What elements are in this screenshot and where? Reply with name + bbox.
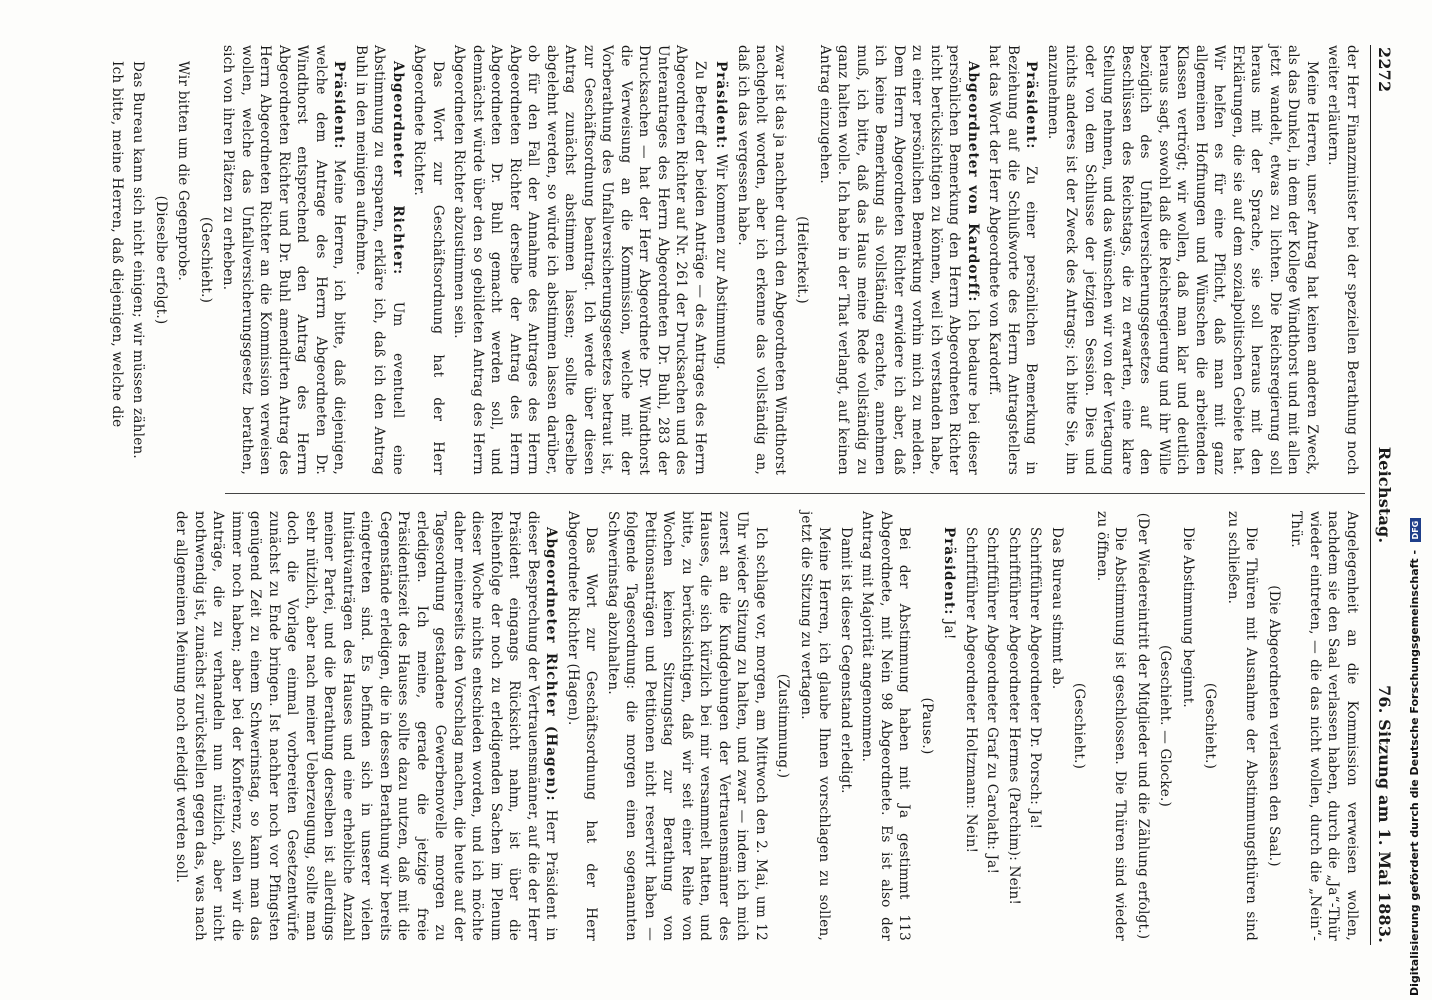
paragraph-text: der Herr Finanzminister bei der speziellen Berathung noch weiter erläutern.: [1325, 45, 1360, 475]
paragraph-text: Die Abstimmung ist geschlossen. Die Thüren sind wieder zu öffnen.: [1094, 511, 1129, 941]
stage-direction: [793, 45, 812, 475]
paragraph-text: (Dieselbe erfolgt.): [153, 195, 169, 325]
paragraph: [1324, 45, 1361, 475]
paragraph-text: Die Thüren mit Ausnahme der Abstimmungsthüren sind zu schließen.: [1225, 511, 1260, 941]
paragraph: [983, 511, 1002, 941]
stage-direction: [1156, 511, 1175, 941]
paragraph: [450, 45, 709, 475]
paragraph-text: (Geschieht.): [1071, 682, 1088, 770]
paragraph-text: Damit ist dieser Gegenstand erledigt.: [838, 527, 854, 794]
paragraph: [712, 45, 731, 475]
paragraph-text: Zu Betreff der beiden Anträge — des Antrages des Herrn Abgeordneten Richter auf Nr. 261 der Drucksachen und des Unterantrages des Herrn Abgeordneten Dr. Buhl, 283 der Drucksachen — hat der Herr Abgeordnete Dr. Windthorst die Verweisung an die Kommission, welche mit der Vorberathung des Unfallversicherungsgesetzes betraut ist, zur Geschäftsordnung beantragt. Ich werde über diesen Antrag zunächst abstimmen lassen; sollte derselbe abgelehnt werden, so würde ich abstimmen lassen darüber, ob für den Fall der Annahme des Antrages des Herrn Abgeordneten Richter derselbe der Antrag des Herrn Abgeordneten Dr. Buhl gemacht werden soll, und demnächst würde über den so gebildeten Antrag des Herrn Abgeordneten Richter abzustimmen sein.: [451, 45, 708, 475]
paragraph: [1287, 511, 1361, 941]
paragraph: [985, 45, 1041, 475]
rotated-document-page: [109, 45, 1395, 945]
speaker-name: Abgeordneter Richter (Hagen):: [543, 527, 560, 802]
paragraph-text: Meine Herren, unser Antrag hat keinen anderen Zweck, als das Dunkel, in dem der Kollege Windthorst und mit allen jetzt wandelt, etwas zu lichten. Die Reichsregierung soll heraus mit der Sprache, sie soll heraus mit den Erklärungen, die sie auf dem sozialpolitischen Gebiete hat. Wir helfen es für eine Pflicht, daß man mit ganz allgemeinen Hoffnungen und Wünschen die arbeitenden Klassen vertrögt; wir wollen, daß man klar und deutlich heraus sagt, sowohl daß die Reichsregierung und ihr Wille bezüglich des Unfallversicherungsgesetzes auf den Beschlüssen des Reichstags, die zu erwarten, eine klare Stellung nehmen, und das wünschen wir von der Vertagung oder von dem Schlusse der jetzigen Session. Dies und nichts anderes ist der Zweck des Antrags; ich bitte Sie, ihn anzunehmen.: [1045, 45, 1320, 475]
paragraph: [108, 45, 127, 475]
stage-direction: [152, 45, 171, 475]
speaker-name: Abgeordneter Richter:: [390, 61, 406, 276]
paragraph: [858, 511, 914, 941]
paragraph: [1224, 511, 1261, 941]
left-text-column: [109, 45, 1361, 475]
paragraph-text: (Die Abgeordneten verlassen den Saal.): [1266, 585, 1282, 867]
paragraph: [1005, 511, 1024, 941]
paragraph-text: (Zustimmung.): [775, 673, 792, 779]
paragraph-text: (Pause.): [919, 697, 935, 755]
paragraph: [410, 45, 447, 475]
paragraph-text: (Geschieht.): [1202, 682, 1219, 770]
paragraph: [219, 45, 349, 475]
paragraph-text: Herr Präsident in dieser Besprechung der Vertrauensmänner, auf die der Herr Präsident eingangs Rücksicht nahm, ist über die Reihenfolge der noch zu erledigenden Sachen im Plenum dieser Woche nichts entschieden worden, und ich möchte daher meinerseits den Vorschlag machen, die heute auf der Tagesordnung gestandene Gewerbenovelle morgen zu erledigen. Ich meine, gerade die jetzige freie Präsidentiszeit des Hauses sollte dazu nutzen, daß mit die Gegenstände erledigen, die in dessen Berathung wir bereits eingetreten sind. Es befinden sich in unserer vielen Initiativanträgen des Hauses und eine erhebliche Anzahl meiner Partei, und die Berathung derselben ist allerdings sehr nützlich, aber nach meiner Ueberzeugung, sollte man doch die Vorlage einmal vorbereiten Gesetzentwürfe zunächst zu Ende bringen. Ist nachher noch vor Pfingsten genügend Zeit zu einem Schwerinstag, so kann man das immer noch haben; aber bei der Konferenz, sollen wir die Anträge, die zu verhandeln nun nützlich, aber nicht nothwendig ist, zunächst zurückstellen gegen das, was nach der allgemeinen Meinung noch erledigt werden soll.: [173, 511, 560, 941]
paragraph-text: Meine Herren, ich bitte, daß diejenigen, welche dem Antrage des Herrn Abgeordneten Dr. Windthorst entsprechend den Antrag des Herrn Abgeordneten Richter und Dr. Buhl amendirten Antrag des Herrn Abgeordneten Richter an die Kommission verweisen wollen, welche das Unfallversicherungsgesetz berathen, sich von ihren Plätzen zu erheben.: [220, 45, 348, 475]
paragraph: [816, 45, 983, 475]
page-header: [1370, 45, 1395, 945]
paragraph-text: Ich schlage vor, morgen, am Mittwoch den 2. Mai, um 12 Uhr wieder Sitzung zu halten, und zwar — indem ich mich zuerst an die Kundgebungen der Vertrauensmänner des Hauses, die sich kürzlich bei mir versammelt hatten, und bitte, zu berücksichtigen, daß wir seit einer Reihe von Wochen keinen Sitzungstag zur Berathung von Petitionsanträgen und Petitionen nicht reservirt haben — folgende Tagesordnung: die morgen einen sogenannten Schwerinstag abzuhalten.: [605, 511, 769, 941]
paragraph-text: zwar ist das ja nachher durch den Abgeordneten Windthorst nachgeholt worden, aber ich erkenne das vollständig an, daß ich das vergessen habe.: [735, 45, 788, 475]
stage-direction: [774, 511, 793, 941]
stage-direction: [1134, 511, 1153, 941]
paragraph: [352, 45, 408, 475]
paragraph: [837, 511, 856, 941]
stage-direction: [1201, 511, 1220, 941]
paragraph-text: Ja!: [941, 619, 958, 640]
paragraph: [604, 511, 771, 941]
paragraph-text: Zu einer persönlichen Bemerkung in Beziehung auf die Schlußworte des Herrn Antragstellers hat das Wort der Herr Abgeordnete von Kardorff.: [986, 45, 1040, 475]
paragraph-text: (Geschieht.): [198, 216, 214, 304]
paragraph: [1026, 511, 1045, 941]
paragraph-text: Angelegenheit an die Kommission verweisen wollen, nachdem sie den Saal verlassen haben, durch die „Ja“-Thür wieder eintreten, — die das nicht wollen, durch die „Nein“-Thür.: [1288, 511, 1360, 941]
stage-direction: [1070, 511, 1089, 941]
paragraph-text: (Geschieht. — Glocke.): [1157, 644, 1174, 808]
paragraph: [797, 511, 834, 941]
paragraph-text: Schriftführer Abgeordneter Dr. Porsch: Ja!: [1027, 527, 1044, 830]
digitization-credit: [1408, 376, 1428, 996]
paragraph: [172, 511, 561, 941]
page-number: 2272: [1375, 47, 1394, 93]
speaker-name: Abgeordneter von Kardorff:: [965, 61, 981, 303]
paragraph: [940, 511, 959, 941]
speaker-name: Präsident:: [331, 61, 348, 150]
paragraph: [129, 45, 148, 475]
paragraph: [1179, 511, 1198, 941]
stage-direction: [197, 45, 216, 475]
page-title: Reichstag.: [1375, 446, 1394, 544]
session-title: 76. Sitzung am 1. Mai 1883.: [1375, 685, 1394, 943]
dfg-logo-icon: DFG: [1410, 518, 1421, 542]
paragraph-text: Um eventuell eine Abstimmung zu ersparen, erkläre ich, daß ich den Antrag Buhl in den meinigen aufnehme.: [353, 45, 406, 475]
paragraph-text: Das Wort zur Geschäftsordnung hat der Herr Abgeordnete Richter.: [411, 45, 446, 475]
paragraph-text: Ich bitte, meine Herren, daß diejenigen, welche die: [109, 61, 125, 428]
paragraph: [1048, 511, 1067, 941]
stage-direction: [1265, 511, 1284, 941]
paragraph: [1093, 511, 1130, 941]
paragraph-text: Das Bureau kann sich nicht einigen; wir müssen zählen.: [130, 61, 147, 459]
speaker-name: Präsident:: [713, 61, 730, 150]
paragraph-text: Schriftführer Abgeordneter Graf zu Carolath: Ja!: [984, 527, 1001, 875]
paragraph-text: Bei der Abstimmung haben mit Ja gestimmt 113 Abgeordnete, mit Nein 98 Abgeordnete. Es ist also der Antrag mit Majorität angenommen.: [859, 511, 913, 941]
paragraph-text: Meine Herren, ich glaube Ihnen vorschlagen zu sollen, jetzt die Sitzung zu vertagen.: [798, 511, 833, 941]
paragraph-text: Die Abstimmung beginnt.: [1180, 527, 1196, 708]
paragraph: [174, 45, 193, 475]
paragraph: [1044, 45, 1322, 475]
paragraph-text: (Heiterkeit.): [794, 216, 811, 304]
paragraph-text: Schriftführer Abgeordneter Hermes (Parchim): Nein!: [1006, 527, 1022, 906]
right-text-column: [173, 511, 1361, 941]
speaker-name: Präsident:: [941, 527, 958, 616]
paragraph: [564, 511, 601, 941]
column-divider: [225, 493, 1365, 494]
paragraph-text: Das Bureau stimmt ab.: [1049, 527, 1065, 690]
stage-direction: [918, 511, 937, 941]
paragraph-text: Schriftführer Abgeordneter Holtzmann: Nein!: [963, 527, 979, 854]
speaker-name: Präsident:: [1023, 61, 1040, 150]
paragraph-text: Das Wort zur Geschäftsordnung hat der Herr Abgeordnete Richter (Hagen).: [565, 511, 600, 941]
paragraph-text: Ich bedaure bei dieser persönlichen Bemerkung den Herrn Abgeordneten Richter nicht berücksichtigen zu können, weil ich verstanden habe, zu einer persönlichen Bemerkung vorhin mich zu melden. Dem Herrn Abgeordneten Richter erwidere ich aber, daß ich keine Bemerkung als vollständig erachte, annehmen muß, ich bitte, daß das Haus meine Rede vollständig zu ganz halten wolle. Ich habe in der That verlangt, auf keinen Antrag einzugehen.: [817, 45, 981, 475]
paragraph: [962, 511, 981, 941]
credit-text: Digitalisierung gefördert durch die Deutsche Forschungsgemeinschaft -: [1408, 549, 1421, 996]
paragraph: [734, 45, 790, 475]
paragraph-text: Wir kommen zur Abstimmung.: [713, 153, 730, 370]
paragraph-text: (Der Wiedereintritt der Mitglieder und die Zählung erfolgt.): [1135, 512, 1151, 940]
paragraph-text: Wir bitten um die Gegenprobe.: [175, 61, 192, 282]
